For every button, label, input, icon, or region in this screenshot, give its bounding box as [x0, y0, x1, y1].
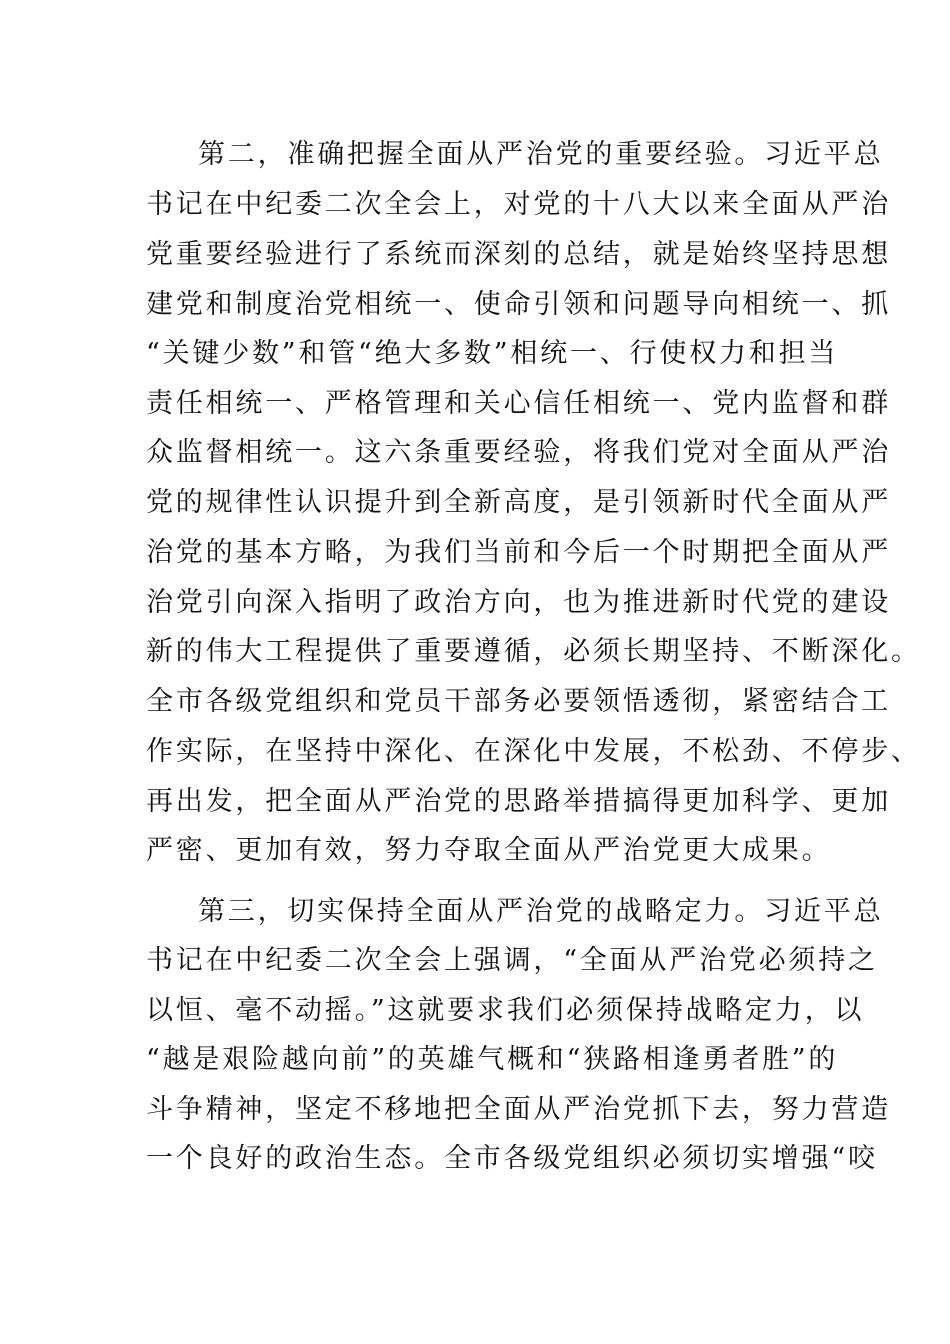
text-line: 书记在中纪委二次全会上强调，“全面从严治党必须持之 [146, 945, 878, 976]
text-line: 建党和制度治党相统一、使命引领和问题导向相统一、抓 [146, 289, 891, 320]
text-line: 众监督相统一。这六条重要经验，将我们党对全面从严治 [146, 437, 891, 468]
text-line: 党的规律性认识提升到全新高度，是引领新时代全面从严 [146, 487, 891, 518]
text-line: 第三，切实保持全面从严治党的战略定力。习近平总 [198, 896, 884, 927]
text-line: “关键少数”和管“绝大多数”相统一、行使权力和担当 [146, 338, 839, 369]
text-line: 以恒、毫不动摇。”这就要求我们必须保持战略定力，以 [146, 995, 865, 1026]
text-line: “越是艰险越向前”的英雄气概和“狭路相逢勇者胜”的 [146, 1044, 839, 1075]
text-line: 书记在中纪委二次全会上，对党的十八大以来全面从严治 [146, 189, 891, 220]
text-line: 斗争精神，坚定不移地把全面从严治党抓下去，努力营造 [146, 1094, 891, 1125]
text-line: 责任相统一、严格管理和关心信任相统一、党内监督和群 [146, 388, 891, 419]
text-line: 作实际，在坚持中深化、在深化中发展，不松劲、不停步、 [146, 736, 921, 767]
text-line: 第二，准确把握全面从严治党的重要经验。习近平总 [198, 139, 884, 170]
text-line: 治党引向深入指明了政治方向，也为推进新时代党的建设 [146, 587, 891, 618]
text-line: 再出发，把全面从严治党的思路举措搞得更加科学、更加 [146, 786, 891, 817]
text-line: 严密、更加有效，努力夺取全面从严治党更大成果。 [146, 835, 832, 866]
text-line: 党重要经验进行了系统而深刻的总结，就是始终坚持思想 [146, 239, 891, 270]
text-line: 全市各级党组织和党员干部务必要领悟透彻，紧密结合工 [146, 686, 891, 717]
text-line: 一个良好的政治生态。全市各级党组织必须切实增强“咬 [146, 1143, 878, 1174]
text-line: 治党的基本方略，为我们当前和今后一个时期把全面从严 [146, 537, 891, 568]
text-line: 新的伟大工程提供了重要遵循，必须长期坚持、不断深化。 [146, 636, 921, 667]
